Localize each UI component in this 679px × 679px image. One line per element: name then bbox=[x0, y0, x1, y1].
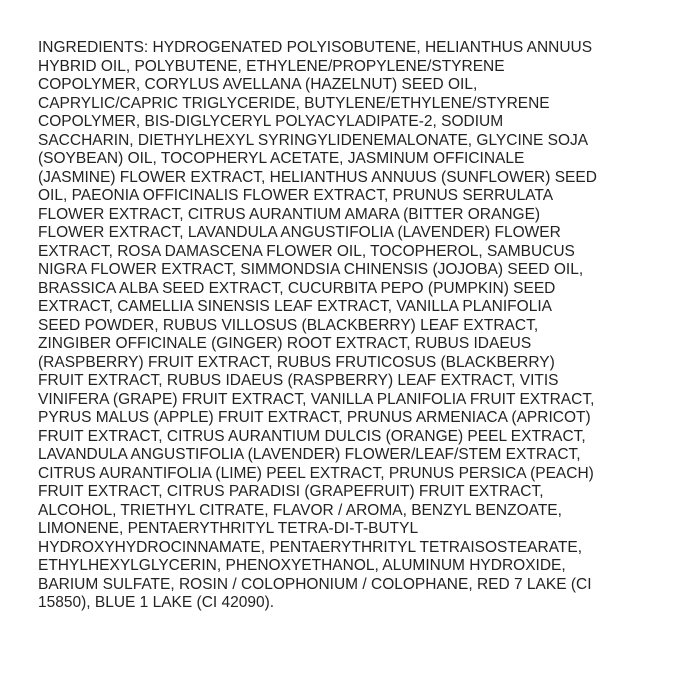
ingredients-line: (SOYBEAN) OIL, TOCOPHERYL ACETATE, JASMINUM OFFICINALE bbox=[38, 150, 525, 167]
ingredients-line: COPOLYMER, BIS-DIGLYCERYL POLYACYLADIPATE-2, SODIUM bbox=[38, 113, 504, 130]
ingredients-line: COPOLYMER, CORYLUS AVELLANA (HAZELNUT) SEED OIL, bbox=[38, 76, 478, 93]
ingredients-line: OIL, PAEONIA OFFICINALIS FLOWER EXTRACT, PRUNUS SERRULATA bbox=[38, 187, 554, 204]
ingredients-line: SACCHARIN, DIETHYLHEXYL SYRINGYLIDENEMALONATE, GLYCINE SOJA bbox=[38, 131, 589, 149]
ingredients-line: ETHYLHEXYLGLYCERIN, PHENOXYETHANOL, ALUMINUM HYDROXIDE, bbox=[38, 557, 566, 574]
ingredients-line: BARIUM SULFATE, ROSIN / COLOPHONIUM / COLOPHANE, RED 7 LAKE (CI bbox=[38, 575, 592, 593]
ingredients-line: FRUIT EXTRACT, RUBUS IDAEUS (RASPBERRY) LEAF EXTRACT, VITIS bbox=[38, 372, 559, 389]
ingredients-line: FLOWER EXTRACT, LAVANDULA ANGUSTIFOLIA (LAVENDER) FLOWER bbox=[38, 224, 561, 241]
ingredients-line: VINIFERA (GRAPE) FRUIT EXTRACT, VANILLA PLANIFOLIA FRUIT EXTRACT, bbox=[38, 390, 595, 408]
ingredients-line: (JASMINE) FLOWER EXTRACT, HELIANTHUS ANNUUS (SUNFLOWER) SEED bbox=[38, 168, 597, 186]
ingredients-line: FRUIT EXTRACT, CITRUS PARADISI (GRAPEFRUIT) FRUIT EXTRACT, bbox=[38, 483, 544, 500]
ingredients-line: ALCOHOL, TRIETHYL CITRATE, FLAVOR / AROMA, BENZYL BENZOATE, bbox=[38, 501, 562, 519]
ingredients-line: EXTRACT, CAMELLIA SINENSIS LEAF EXTRACT, VANILLA PLANIFOLIA bbox=[38, 298, 552, 315]
ingredients-line: 15850), BLUE 1 LAKE (CI 42090). bbox=[38, 594, 275, 611]
ingredients-line: BRASSICA ALBA SEED EXTRACT, CUCURBITA PEPO (PUMPKIN) SEED bbox=[38, 279, 556, 297]
ingredients-line: CAPRYLIC/CAPRIC TRIGLYCERIDE, BUTYLENE/ETHYLENE/STYRENE bbox=[38, 94, 550, 112]
ingredients-line: SEED POWDER, RUBUS VILLOSUS (BLACKBERRY) LEAF EXTRACT, bbox=[38, 316, 539, 334]
ingredients-line: FLOWER EXTRACT, CITRUS AURANTIUM AMARA (BITTER ORANGE) bbox=[38, 205, 541, 223]
ingredients-line: FRUIT EXTRACT, CITRUS AURANTIUM DULCIS (ORANGE) PEEL EXTRACT, bbox=[38, 427, 586, 445]
ingredients-line: INGREDIENTS: HYDROGENATED POLYISOBUTENE, HELIANTHUS ANNUUS bbox=[38, 39, 593, 56]
ingredients-line: (RASPBERRY) FRUIT EXTRACT, RUBUS FRUTICOSUS (BLACKBERRY) bbox=[38, 353, 555, 371]
ingredients-line: LIMONENE, PENTAERYTHRITYL TETRA-DI-T-BUTYL bbox=[38, 520, 419, 537]
ingredients-line: PYRUS MALUS (APPLE) FRUIT EXTRACT, PRUNUS ARMENIACA (APRICOT) bbox=[38, 409, 591, 426]
ingredients-line: LAVANDULA ANGUSTIFOLIA (LAVENDER) FLOWER/LEAF/STEM EXTRACT, bbox=[38, 446, 581, 463]
ingredients-line: ZINGIBER OFFICINALE (GINGER) ROOT EXTRACT, RUBUS IDAEUS bbox=[38, 335, 532, 352]
ingredients-line: NIGRA FLOWER EXTRACT, SIMMONDSIA CHINENSIS (JOJOBA) SEED OIL, bbox=[38, 261, 584, 278]
ingredients-line: EXTRACT, ROSA DAMASCENA FLOWER OIL, TOCOPHEROL, SAMBUCUS bbox=[38, 242, 575, 260]
ingredients-line: HYBRID OIL, POLYBUTENE, ETHYLENE/PROPYLENE/STYRENE bbox=[38, 57, 505, 75]
ingredients-text-block bbox=[38, 39, 648, 613]
ingredients-line: HYDROXYHYDROCINNAMATE, PENTAERYTHRITYL TETRAISOSTEARATE, bbox=[38, 538, 583, 556]
ingredients-line: CITRUS AURANTIFOLIA (LIME) PEEL EXTRACT, PRUNUS PERSICA (PEACH) bbox=[38, 464, 594, 482]
